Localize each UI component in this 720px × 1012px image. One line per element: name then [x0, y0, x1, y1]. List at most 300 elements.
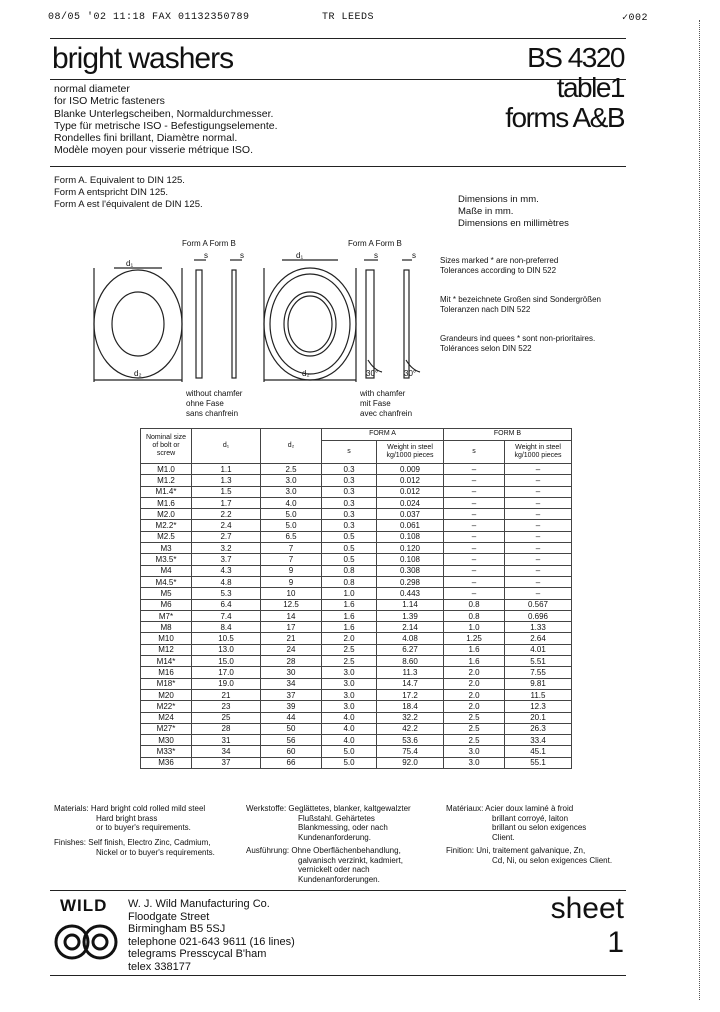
note-de-line1: Mit * bezeichnete Großen sind Sondergrößen [440, 295, 601, 304]
table-row [141, 712, 572, 723]
finishes-de-line1: Ohne Oberflächenbehandlung, [291, 846, 401, 855]
table-cell: 5.0 [261, 520, 322, 531]
materials-en-label: Materials: [54, 804, 89, 813]
table-cell: 0.012 [377, 475, 444, 486]
table-cell: 8.4 [192, 622, 261, 633]
diagram-angle-b: 30° [404, 369, 417, 378]
table-row [141, 723, 572, 734]
diagram-right-caption-1: with chamfer [360, 389, 406, 398]
table-cell: 50 [261, 723, 322, 734]
diagram-right-caption-2: mit Fase [360, 399, 391, 408]
table-cell: 10.5 [192, 633, 261, 644]
company-city: Birmingham B5 5SJ [128, 923, 226, 935]
table-cell: 2.7 [192, 531, 261, 542]
table-cell: 0.696 [505, 610, 572, 621]
materials-de [246, 804, 411, 842]
table-cell: 75.4 [377, 746, 444, 757]
materials-de-line3: Blankmessing, oder nach [298, 823, 388, 832]
table-cell: 0.108 [377, 531, 444, 542]
table-row [141, 735, 572, 746]
table-cell: 12.5 [261, 599, 322, 610]
table-cell: 34 [261, 678, 322, 689]
materials-fr-line1: Acier doux laminé à froid [485, 804, 574, 813]
diagram-s-left: s [204, 251, 208, 260]
table-row [141, 644, 572, 655]
table-cell: 9 [261, 565, 322, 576]
table-cell: 2.5 [322, 656, 377, 667]
table-cell: 55.1 [505, 757, 572, 768]
table-row [141, 622, 572, 633]
table-cell: 10 [261, 588, 322, 599]
table-cell: 2.5 [261, 464, 322, 475]
finishes-en [54, 838, 215, 857]
materials-de-line4: Kundenanforderung. [298, 832, 371, 842]
table-cell: 3.0 [261, 475, 322, 486]
table-cell: 2.5 [444, 712, 505, 723]
table-cell: 6.5 [261, 531, 322, 542]
section-rule [50, 166, 626, 167]
table-cell: M2.0 [141, 509, 192, 520]
table-cell: 3.7 [192, 554, 261, 565]
table-cell: 3.0 [444, 757, 505, 768]
finishes-fr [446, 846, 612, 865]
table-cell: 2.5 [444, 735, 505, 746]
table-cell: 25 [192, 712, 261, 723]
table-cell: 1.3 [192, 475, 261, 486]
materials-fr-line4: Client. [492, 832, 515, 842]
table-cell: 0.8 [322, 576, 377, 587]
table-cell: 0.012 [377, 486, 444, 497]
table-cell: – [505, 464, 572, 475]
table-cell: M2.5 [141, 531, 192, 542]
diagram-left-caption-2: ohne Fase [186, 399, 224, 408]
table-cell: 26.3 [505, 723, 572, 734]
table-cell: M6 [141, 599, 192, 610]
bottom-rule [50, 975, 626, 976]
footer-rule [50, 890, 626, 891]
table-cell: 30 [261, 667, 322, 678]
table-cell: 37 [192, 757, 261, 768]
table-cell: M20 [141, 689, 192, 700]
finishes-en-label: Finishes: [54, 838, 87, 847]
table-cell: 1.0 [322, 588, 377, 599]
table-cell: – [505, 543, 572, 554]
table-cell: 0.8 [444, 610, 505, 621]
table-cell: M18* [141, 678, 192, 689]
table-cell: M7* [141, 610, 192, 621]
table-cell: 0.3 [322, 497, 377, 508]
table-cell: 0.443 [377, 588, 444, 599]
table-cell: 92.0 [377, 757, 444, 768]
table-cell: 0.3 [322, 486, 377, 497]
table-cell: – [505, 588, 572, 599]
materials-de-line2: Flußstahl. Gehärtetes [298, 813, 375, 823]
table-row [141, 565, 572, 576]
table-cell: M3 [141, 543, 192, 554]
table-cell: 13.0 [192, 644, 261, 655]
finishes-fr-line2: Cd, Ni, ou selon exigences Client. [492, 855, 613, 865]
table-cell: – [505, 509, 572, 520]
note-fr-line2: Tolérances selon DIN 522 [440, 343, 532, 353]
table-cell: – [444, 475, 505, 486]
table-cell: 1.6 [322, 622, 377, 633]
table-cell: 18.4 [377, 701, 444, 712]
table-cell: 3.0 [322, 678, 377, 689]
table-cell: 0.5 [322, 531, 377, 542]
table-cell: 45.1 [505, 746, 572, 757]
table-cell: 17.0 [192, 667, 261, 678]
table-row [141, 667, 572, 678]
finishes-fr-label: Finition: [446, 846, 475, 855]
fax-header-right: ✓002 [622, 13, 649, 24]
table-cell: 4.3 [192, 565, 261, 576]
dimension-note-de: Maße in mm. [458, 206, 514, 217]
table-cell: 1.6 [444, 656, 505, 667]
table-cell: 7 [261, 543, 322, 554]
table-cell: 0.5 [322, 554, 377, 565]
table-cell: 1.6 [444, 644, 505, 655]
materials-de-line1: Geglättetes, blanker, kaltgewalzter [288, 804, 411, 813]
standard-number: BS 4320 [527, 42, 624, 73]
table-cell: 28 [192, 723, 261, 734]
table-cell: 2.0 [444, 667, 505, 678]
col-header-weight-a: Weight in steel kg/1000 pieces [377, 440, 444, 463]
note-en [440, 256, 650, 275]
table-cell: 21 [192, 689, 261, 700]
table-cell: 3.0 [444, 746, 505, 757]
table-cell: 56 [261, 735, 322, 746]
table-row [141, 520, 572, 531]
table-row [141, 464, 572, 475]
table-cell: – [444, 464, 505, 475]
diagram-d1-left: d₁ [126, 259, 134, 268]
table-cell: M3.5* [141, 554, 192, 565]
scan-margin-line [699, 20, 702, 1000]
table-cell: 3.2 [192, 543, 261, 554]
table-row [141, 475, 572, 486]
table-cell: – [444, 576, 505, 587]
note-en-line2: Tolerances according to DIN 522 [440, 265, 557, 275]
table-body [141, 464, 572, 769]
table-cell: 37 [261, 689, 322, 700]
table-cell: 0.009 [377, 464, 444, 475]
finishes-fr-line1: Uni, traitement galvanique, Zn, [476, 846, 586, 855]
table-cell: 9 [261, 576, 322, 587]
table-cell: M33* [141, 746, 192, 757]
materials-en-line2: Hard bright brass [96, 813, 158, 823]
table-cell: – [444, 565, 505, 576]
finishes-en-line1: Self finish, Electro Zinc, Cadmium, [88, 838, 211, 847]
table-cell: 0.5 [322, 543, 377, 554]
diagram-s-right-b: s [412, 251, 416, 260]
table-cell: 3.0 [322, 701, 377, 712]
table-cell: – [505, 475, 572, 486]
materials-fr-label: Matériaux: [446, 804, 484, 813]
finishes-de-line3: vernickelt oder nach [298, 865, 370, 874]
table-cell: 2.4 [192, 520, 261, 531]
table-cell: 2.0 [322, 633, 377, 644]
note-de [440, 295, 650, 314]
table-cell: 0.108 [377, 554, 444, 565]
col-header-s-a: s [322, 440, 377, 463]
table-cell: 2.64 [505, 633, 572, 644]
table-row [141, 656, 572, 667]
table-cell: M30 [141, 735, 192, 746]
finishes-de-line2: galvanisch verzinkt, kadmiert, [298, 855, 403, 865]
table-row [141, 633, 572, 644]
table-cell: 14.7 [377, 678, 444, 689]
table-cell: 1.25 [444, 633, 505, 644]
subtitle-fr-2: Modèle moyen pour visserie métrique ISO. [54, 144, 254, 156]
table-cell: 17 [261, 622, 322, 633]
col-header-form-a: FORM A [322, 429, 444, 441]
diagram-left-forms: Form A Form B [182, 239, 236, 248]
table-cell: 8.60 [377, 656, 444, 667]
table-row [141, 610, 572, 621]
diagram-right-caption-3: avec chanfrein [360, 409, 413, 418]
table-cell: 12.3 [505, 701, 572, 712]
table-cell: 0.3 [322, 475, 377, 486]
standard-forms: forms A&B [505, 102, 624, 133]
table-cell: M16 [141, 667, 192, 678]
table-cell: 2.0 [444, 678, 505, 689]
table-cell: 1.39 [377, 610, 444, 621]
materials-fr-line3: brillant ou selon exigences [492, 823, 587, 832]
table-cell: 0.037 [377, 509, 444, 520]
table-cell: 0.061 [377, 520, 444, 531]
table-cell: 33.4 [505, 735, 572, 746]
table-cell: M4 [141, 565, 192, 576]
table-cell: M10 [141, 633, 192, 644]
subtitle-de-1: Blanke Unterlegscheiben, Normaldurchmesser. [54, 108, 274, 120]
table-cell: – [444, 543, 505, 554]
table-cell: M27* [141, 723, 192, 734]
materials-de-label: Werkstoffe: [246, 804, 287, 813]
table-cell: 2.2 [192, 509, 261, 520]
table-cell: 2.5 [322, 644, 377, 655]
table-cell: 17.2 [377, 689, 444, 700]
table-cell: M14* [141, 656, 192, 667]
table-cell: 4.08 [377, 633, 444, 644]
col-header-d2: d₂ [261, 429, 322, 464]
company-name: W. J. Wild Manufacturing Co. [128, 898, 270, 910]
table-row [141, 554, 572, 565]
table-cell: M24 [141, 712, 192, 723]
table-cell: M1.2 [141, 475, 192, 486]
table-cell: M1.0 [141, 464, 192, 475]
table-cell: M8 [141, 622, 192, 633]
table-cell: 1.5 [192, 486, 261, 497]
table-cell: 5.3 [192, 588, 261, 599]
table-cell: – [444, 509, 505, 520]
table-cell: M12 [141, 644, 192, 655]
table-cell: 19.0 [192, 678, 261, 689]
table-cell: – [444, 520, 505, 531]
table-cell: 14 [261, 610, 322, 621]
note-en-line1: Sizes marked * are non-preferred [440, 256, 559, 265]
company-telex: telex 338177 [128, 960, 191, 973]
materials-fr-line2: brillant corroyé, laiton [492, 813, 569, 823]
wild-logo-icon [52, 916, 122, 968]
materials-en [54, 804, 205, 833]
table-cell: 44 [261, 712, 322, 723]
diagram-s-left-b: s [240, 251, 244, 260]
table-cell: – [444, 497, 505, 508]
table-cell: 3.0 [261, 486, 322, 497]
table-row [141, 576, 572, 587]
sheet-marker [551, 892, 624, 960]
table-cell: M36 [141, 757, 192, 768]
table-cell: 0.567 [505, 599, 572, 610]
company-telegrams: telegrams Presscycal B'ham [128, 948, 267, 960]
table-row [141, 678, 572, 689]
table-cell: 1.0 [444, 622, 505, 633]
table-cell: 15.0 [192, 656, 261, 667]
diagram-left-caption-1: without chamfer [186, 389, 243, 398]
table-row [141, 689, 572, 700]
col-header-size: Nominal size of bolt or screw [141, 429, 192, 464]
table-cell: – [505, 531, 572, 542]
diagram-d2-right: d₂ [302, 369, 310, 378]
table-cell: – [505, 520, 572, 531]
sheet-label: sheet [550, 892, 624, 925]
table-cell: 3.0 [322, 667, 377, 678]
diagram-d2-left: d₂ [134, 369, 142, 378]
dimension-note-en: Dimensions in mm. [458, 194, 539, 205]
note-de-line2: Toleranzen nach DIN 522 [440, 304, 531, 314]
table-cell: 2.0 [444, 689, 505, 700]
table-cell: 5.51 [505, 656, 572, 667]
diagram-angle-a: 30° [366, 369, 379, 378]
table-cell: 0.298 [377, 576, 444, 587]
diagram-d1-right: d₁ [296, 251, 304, 260]
table-row [141, 599, 572, 610]
table-cell: – [444, 554, 505, 565]
table-cell: 23 [192, 701, 261, 712]
table-cell: – [505, 486, 572, 497]
table-row [141, 497, 572, 508]
finishes-de [246, 846, 403, 884]
table-cell: 60 [261, 746, 322, 757]
materials-en-line1: Hard bright cold rolled mild steel [90, 804, 206, 813]
table-cell: 1.7 [192, 497, 261, 508]
company-logo-text: WILD [60, 896, 108, 915]
table-cell: 6.27 [377, 644, 444, 655]
note-fr [440, 334, 650, 353]
table-cell: 1.1 [192, 464, 261, 475]
table-cell: 9.81 [505, 678, 572, 689]
table-row [141, 701, 572, 712]
company-address [128, 898, 295, 973]
table-cell: 5.0 [322, 757, 377, 768]
subtitle-de-2: Type für metrische ISO - Befestigungselemente. [54, 120, 278, 132]
table-cell: – [505, 576, 572, 587]
table-cell: M5 [141, 588, 192, 599]
table-cell: 34 [192, 746, 261, 757]
table-cell: 53.6 [377, 735, 444, 746]
table-cell: 0.024 [377, 497, 444, 508]
table-cell: 42.2 [377, 723, 444, 734]
finishes-de-line4: Kundenanforderungen. [298, 874, 380, 884]
table-cell: 7 [261, 554, 322, 565]
table-cell: 21 [261, 633, 322, 644]
table-cell: – [505, 497, 572, 508]
table-cell: 24 [261, 644, 322, 655]
table-cell: 0.120 [377, 543, 444, 554]
table-cell: 0.308 [377, 565, 444, 576]
dimension-note-fr: Dimensions en millimètres [458, 218, 569, 229]
table-cell: – [444, 486, 505, 497]
table-cell: 3.0 [322, 689, 377, 700]
top-rule [50, 38, 626, 39]
table-row [141, 531, 572, 542]
table-cell: 1.6 [322, 599, 377, 610]
table-cell: 11.3 [377, 667, 444, 678]
table-row [141, 746, 572, 757]
table-cell: 4.0 [322, 723, 377, 734]
table-cell: 32.2 [377, 712, 444, 723]
table-cell: 28 [261, 656, 322, 667]
table-cell: 0.8 [444, 599, 505, 610]
diagram-left-caption-3: sans chanfrein [186, 409, 239, 418]
table-cell: – [444, 588, 505, 599]
subtitle-en-2: for ISO Metric fasteners [54, 95, 165, 107]
table-row [141, 757, 572, 768]
company-street: Floodgate Street [128, 910, 210, 923]
table-cell: M22* [141, 701, 192, 712]
table-cell: 1.6 [322, 610, 377, 621]
materials-fr [446, 804, 586, 842]
table-cell: – [505, 554, 572, 565]
table-cell: 1.33 [505, 622, 572, 633]
table-cell: M1.6 [141, 497, 192, 508]
finishes-de-label: Ausführung: [246, 846, 290, 855]
fax-header-middle: TR LEEDS [322, 12, 375, 23]
table-row [141, 486, 572, 497]
table-cell: 1.14 [377, 599, 444, 610]
table-cell: M2.2* [141, 520, 192, 531]
page-title: bright washers [52, 42, 234, 75]
washer-spec-table [140, 428, 572, 769]
subtitle-en-1: normal diameter [54, 83, 130, 95]
table-cell: 7.4 [192, 610, 261, 621]
table-cell: M1.4* [141, 486, 192, 497]
subtitle-fr-1: Rondelles fini brillant, Diamètre normal. [54, 132, 238, 144]
standard-table: table1 [556, 72, 624, 103]
table-cell: 4.01 [505, 644, 572, 655]
form-note-de: Form A entspricht DIN 125. [54, 187, 169, 198]
col-header-form-b: FORM B [444, 429, 572, 441]
table-row [141, 543, 572, 554]
table-cell: 11.5 [505, 689, 572, 700]
table-cell: 2.5 [444, 723, 505, 734]
table-cell: – [505, 565, 572, 576]
table-cell: M4.5* [141, 576, 192, 587]
table-cell: 7.55 [505, 667, 572, 678]
col-header-d1: d₁ [192, 429, 261, 464]
diagram-s-right: s [374, 251, 378, 260]
table-cell: 66 [261, 757, 322, 768]
finishes-en-line2: Nickel or to buyer's requirements. [96, 847, 215, 857]
table-cell: 39 [261, 701, 322, 712]
table-cell: 5.0 [322, 746, 377, 757]
fax-header-left: 08/05 '02 11:18 FAX 01132350789 [48, 12, 250, 23]
col-header-s-b: s [444, 440, 505, 463]
title-rule [50, 79, 626, 80]
sheet-number: 1 [607, 926, 624, 959]
materials-en-line3: or to buyer's requirements. [96, 823, 191, 832]
table-cell: 0.3 [322, 520, 377, 531]
